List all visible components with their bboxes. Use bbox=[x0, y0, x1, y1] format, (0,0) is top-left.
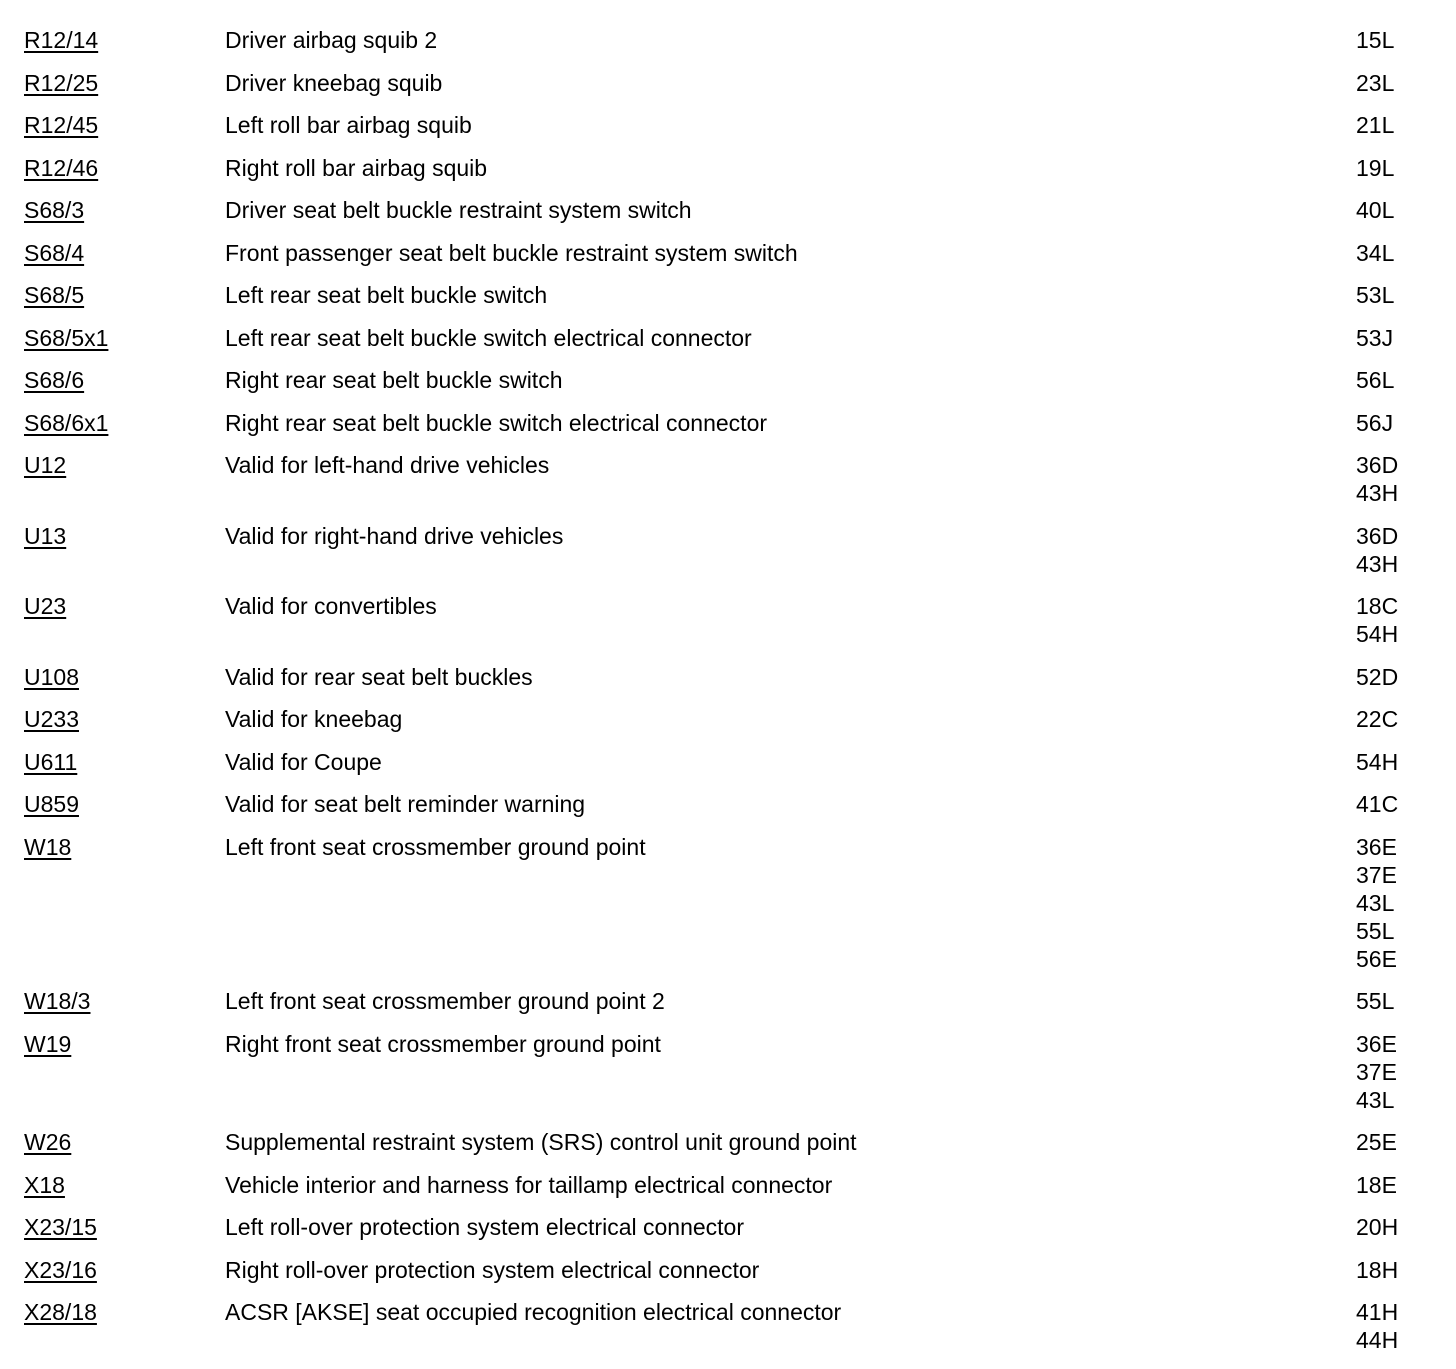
grid-location: 54H bbox=[1356, 621, 1399, 647]
grid-locations bbox=[1356, 522, 1436, 578]
grid-location: 22C bbox=[1356, 706, 1399, 732]
grid-locations bbox=[1356, 239, 1436, 267]
component-code-link[interactable]: S68/6 bbox=[24, 367, 85, 393]
table-row bbox=[0, 26, 1456, 54]
component-code-link[interactable]: U108 bbox=[24, 663, 79, 690]
grid-location: 40L bbox=[1356, 197, 1395, 223]
component-code-link[interactable]: U611 bbox=[24, 748, 78, 775]
component-code-link[interactable]: X23/15 bbox=[24, 1214, 97, 1240]
grid-location: 23L bbox=[1356, 69, 1395, 96]
grid-location: 41H bbox=[1356, 1299, 1399, 1325]
table-row bbox=[0, 592, 1456, 648]
component-description: ACSR [AKSE] seat occupied recognition electrical connector bbox=[225, 1299, 842, 1325]
grid-location: 36E bbox=[1356, 1030, 1397, 1057]
grid-locations bbox=[1356, 324, 1436, 352]
grid-location: 36E bbox=[1356, 833, 1397, 860]
component-code-link[interactable]: W19 bbox=[24, 1030, 72, 1057]
grid-locations bbox=[1356, 409, 1436, 437]
component-code-link[interactable]: U233 bbox=[24, 706, 79, 732]
grid-locations bbox=[1356, 705, 1436, 733]
grid-locations bbox=[1356, 1298, 1436, 1354]
grid-location: 37E bbox=[1356, 861, 1397, 888]
grid-locations bbox=[1356, 111, 1436, 139]
component-description: Left front seat crossmember ground point bbox=[225, 833, 646, 860]
component-code-link[interactable]: W26 bbox=[24, 1129, 72, 1155]
component-code-link[interactable]: R12/46 bbox=[24, 154, 99, 181]
component-description: Valid for Coupe bbox=[225, 748, 382, 775]
table-row bbox=[0, 196, 1456, 224]
grid-locations bbox=[1356, 1171, 1436, 1199]
component-description: Valid for rear seat belt buckles bbox=[225, 663, 533, 690]
table-row bbox=[0, 154, 1456, 182]
grid-location: 20H bbox=[1356, 1214, 1399, 1240]
grid-location: 52D bbox=[1356, 663, 1399, 690]
grid-location: 53L bbox=[1356, 282, 1395, 308]
component-code-link[interactable]: X18 bbox=[24, 1171, 65, 1198]
table-row bbox=[0, 790, 1456, 818]
grid-locations bbox=[1356, 69, 1436, 97]
grid-location: 56L bbox=[1356, 367, 1395, 393]
component-description: Right roll bar airbag squib bbox=[225, 154, 488, 181]
grid-location: 25E bbox=[1356, 1129, 1397, 1155]
grid-locations bbox=[1356, 451, 1436, 507]
table-row bbox=[0, 1213, 1456, 1241]
component-description: Right roll-over protection system electrical connector bbox=[225, 1256, 760, 1283]
grid-locations bbox=[1356, 26, 1436, 54]
grid-location: 54H bbox=[1356, 748, 1399, 775]
grid-location: 55L bbox=[1356, 988, 1395, 1014]
component-code-link[interactable]: R12/45 bbox=[24, 112, 99, 138]
grid-location: 36D bbox=[1356, 452, 1399, 478]
table-row bbox=[0, 748, 1456, 776]
grid-location: 15L bbox=[1356, 27, 1395, 53]
table-row bbox=[0, 451, 1456, 507]
grid-locations bbox=[1356, 748, 1436, 776]
grid-location: 18E bbox=[1356, 1171, 1397, 1198]
grid-location: 43L bbox=[1356, 1086, 1395, 1113]
grid-locations bbox=[1356, 366, 1436, 394]
component-description: Left rear seat belt buckle switch bbox=[225, 282, 548, 308]
table-row bbox=[0, 239, 1456, 267]
table-row bbox=[0, 1171, 1456, 1199]
table-row bbox=[0, 705, 1456, 733]
grid-location: 21L bbox=[1356, 112, 1395, 138]
grid-location: 36D bbox=[1356, 522, 1399, 549]
grid-location: 44H bbox=[1356, 1327, 1399, 1353]
component-code-link[interactable]: R12/14 bbox=[24, 27, 99, 53]
component-description: Right front seat crossmember ground point bbox=[225, 1030, 661, 1057]
component-description: Valid for right-hand drive vehicles bbox=[225, 522, 564, 549]
component-description: Driver kneebag squib bbox=[225, 69, 443, 96]
component-description: Valid for convertibles bbox=[225, 593, 437, 619]
grid-locations bbox=[1356, 663, 1436, 691]
component-description: Supplemental restraint system (SRS) control unit ground point bbox=[225, 1129, 857, 1155]
table-row bbox=[0, 1298, 1456, 1354]
component-code-link[interactable]: W18/3 bbox=[24, 988, 91, 1014]
table-row bbox=[0, 987, 1456, 1015]
grid-location: 43L bbox=[1356, 889, 1395, 916]
table-row bbox=[0, 833, 1456, 973]
component-description: Front passenger seat belt buckle restraint system switch bbox=[225, 239, 798, 266]
component-code-link[interactable]: R12/25 bbox=[24, 69, 99, 96]
grid-locations bbox=[1356, 833, 1436, 973]
component-description: Right rear seat belt buckle switch bbox=[225, 367, 563, 393]
component-code-link[interactable]: S68/4 bbox=[24, 239, 85, 266]
table-row bbox=[0, 409, 1456, 437]
grid-location: 41C bbox=[1356, 791, 1399, 817]
component-description: Driver seat belt buckle restraint system switch bbox=[225, 197, 692, 223]
grid-locations bbox=[1356, 592, 1436, 648]
component-description: Right rear seat belt buckle switch electrical connector bbox=[225, 409, 768, 436]
component-code-link[interactable]: S68/3 bbox=[24, 197, 85, 223]
grid-locations bbox=[1356, 987, 1436, 1015]
component-code-link[interactable]: U859 bbox=[24, 791, 79, 817]
component-description: Left rear seat belt buckle switch electrical connector bbox=[225, 324, 752, 351]
grid-location: 56J bbox=[1356, 409, 1394, 436]
grid-location: 43H bbox=[1356, 550, 1399, 577]
table-row bbox=[0, 1128, 1456, 1156]
grid-locations bbox=[1356, 1256, 1436, 1284]
component-description: Valid for kneebag bbox=[225, 706, 403, 732]
table-row bbox=[0, 1256, 1456, 1284]
component-code-link[interactable]: U12 bbox=[24, 452, 67, 478]
component-code-link[interactable]: U23 bbox=[24, 593, 67, 619]
component-code-link[interactable]: S68/5x1 bbox=[24, 324, 109, 351]
grid-locations bbox=[1356, 1128, 1436, 1156]
component-description: Valid for left-hand drive vehicles bbox=[225, 452, 550, 478]
grid-location: 37E bbox=[1356, 1058, 1397, 1085]
component-legend-table bbox=[0, 26, 1456, 1369]
grid-locations bbox=[1356, 154, 1436, 182]
grid-location: 53J bbox=[1356, 324, 1394, 351]
grid-locations bbox=[1356, 1030, 1436, 1114]
table-row bbox=[0, 366, 1456, 394]
component-description: Driver airbag squib 2 bbox=[225, 27, 438, 53]
component-code-link[interactable]: W18 bbox=[24, 833, 72, 860]
table-row bbox=[0, 522, 1456, 578]
grid-locations bbox=[1356, 790, 1436, 818]
grid-location: 55L bbox=[1356, 917, 1395, 944]
grid-location: 19L bbox=[1356, 154, 1395, 181]
table-row bbox=[0, 663, 1456, 691]
table-row bbox=[0, 69, 1456, 97]
component-code-link[interactable]: X28/18 bbox=[24, 1299, 97, 1325]
grid-location: 56E bbox=[1356, 945, 1397, 972]
grid-locations bbox=[1356, 196, 1436, 224]
component-code-link[interactable]: S68/5 bbox=[24, 282, 85, 308]
grid-location: 43H bbox=[1356, 480, 1399, 506]
grid-locations bbox=[1356, 1213, 1436, 1241]
grid-location: 34L bbox=[1356, 239, 1395, 266]
table-row bbox=[0, 111, 1456, 139]
table-row bbox=[0, 281, 1456, 309]
table-row bbox=[0, 1030, 1456, 1114]
grid-location: 18H bbox=[1356, 1256, 1399, 1283]
grid-locations bbox=[1356, 281, 1436, 309]
component-code-link[interactable]: X23/16 bbox=[24, 1256, 97, 1283]
component-description: Vehicle interior and harness for taillamp electrical connector bbox=[225, 1171, 833, 1198]
table-row bbox=[0, 324, 1456, 352]
grid-location: 18C bbox=[1356, 593, 1399, 619]
component-description: Left front seat crossmember ground point 2 bbox=[225, 988, 665, 1014]
component-code-link[interactable]: S68/6x1 bbox=[24, 409, 109, 436]
component-description: Valid for seat belt reminder warning bbox=[225, 791, 586, 817]
component-code-link[interactable]: U13 bbox=[24, 522, 67, 549]
component-description: Left roll-over protection system electrical connector bbox=[225, 1214, 744, 1240]
component-description: Left roll bar airbag squib bbox=[225, 112, 472, 138]
